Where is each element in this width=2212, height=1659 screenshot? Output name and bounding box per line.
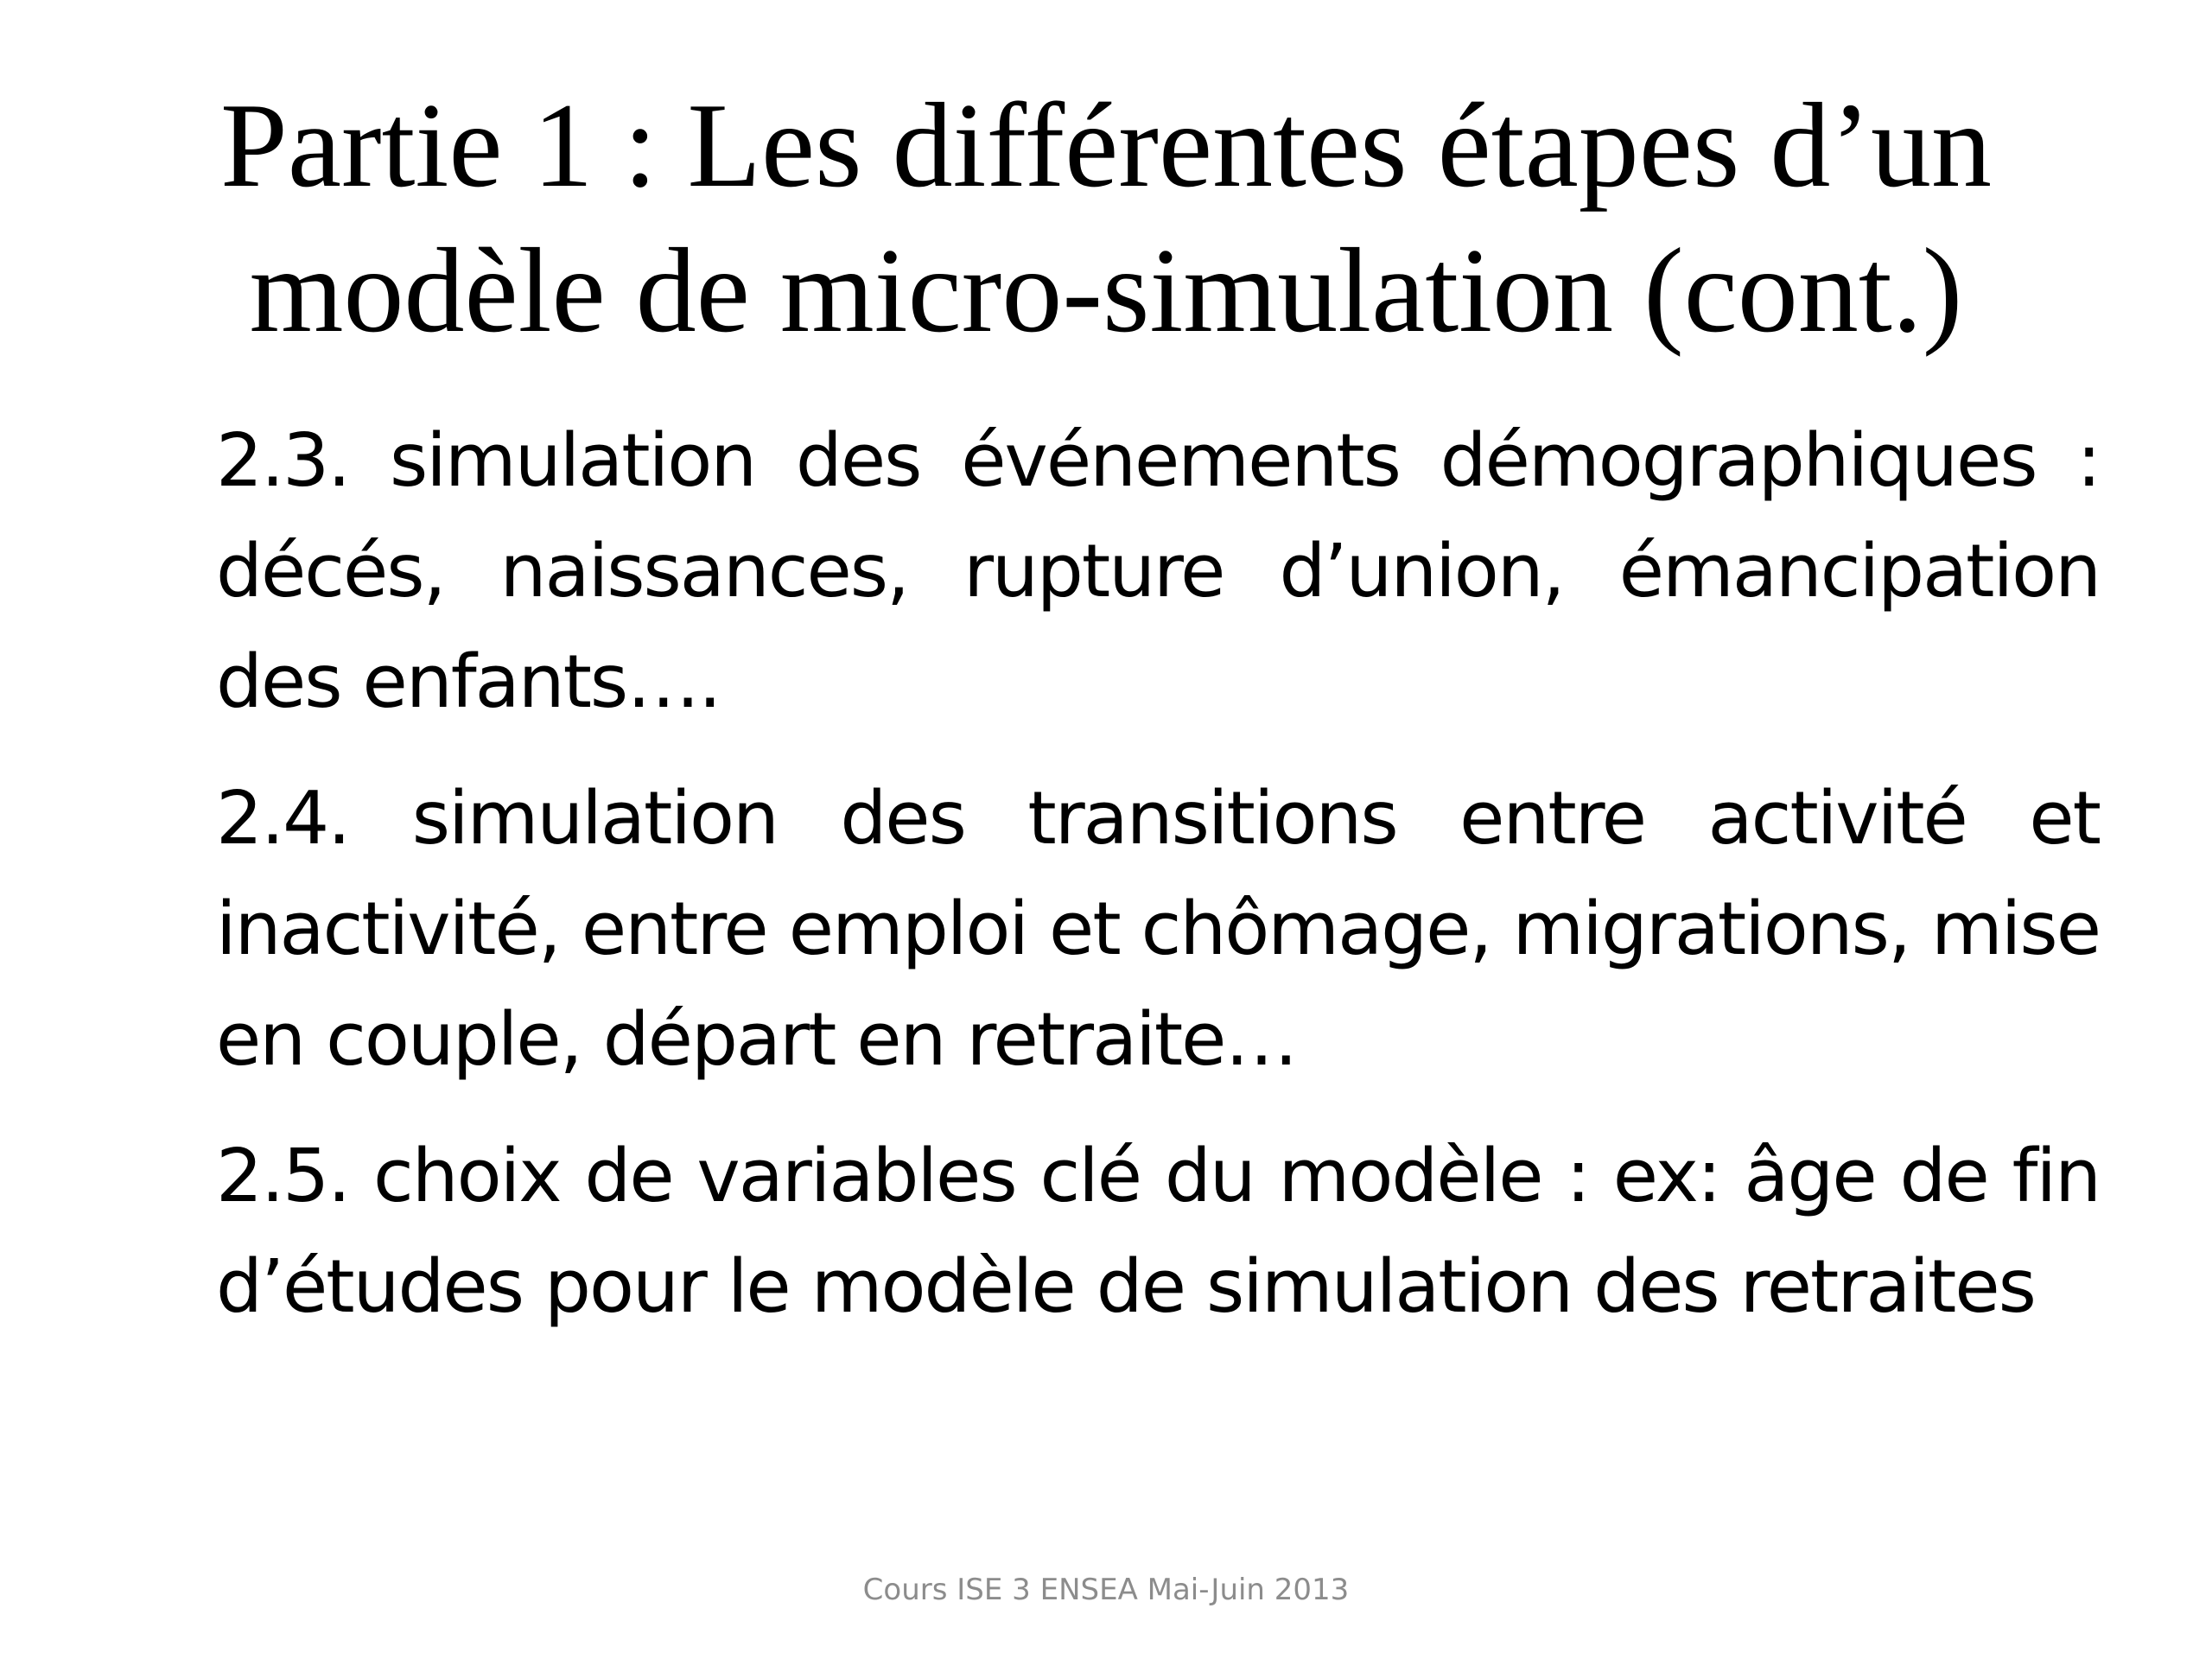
paragraph-2-3: 2.3. simulation des événements démographiques : décés, naissances, rupture d’union, émancipation des enfants…. [216, 418, 2100, 725]
slide-title [156, 73, 2056, 364]
paragraph-2-4: 2.4. simulation des transitions entre activité et inactivité, entre emploi et chômage, migrations, mise en couple, départ en retraite… [216, 776, 2100, 1083]
slide-title-line-2: modèle de micro-simulation (cont.) [249, 224, 1963, 358]
slide-footer: Cours ISE 3 ENSEA Mai-Juin 2013 [862, 1573, 1350, 1607]
slide-body [216, 406, 2100, 1369]
slide-title-line-1: Partie 1 : Les différentes étapes d’un [219, 79, 1993, 213]
paragraph-2-5: 2.5. choix de variables clé du modèle : ex: âge de fin d’études pour le modèle de simulation des retraites [216, 1134, 2100, 1330]
